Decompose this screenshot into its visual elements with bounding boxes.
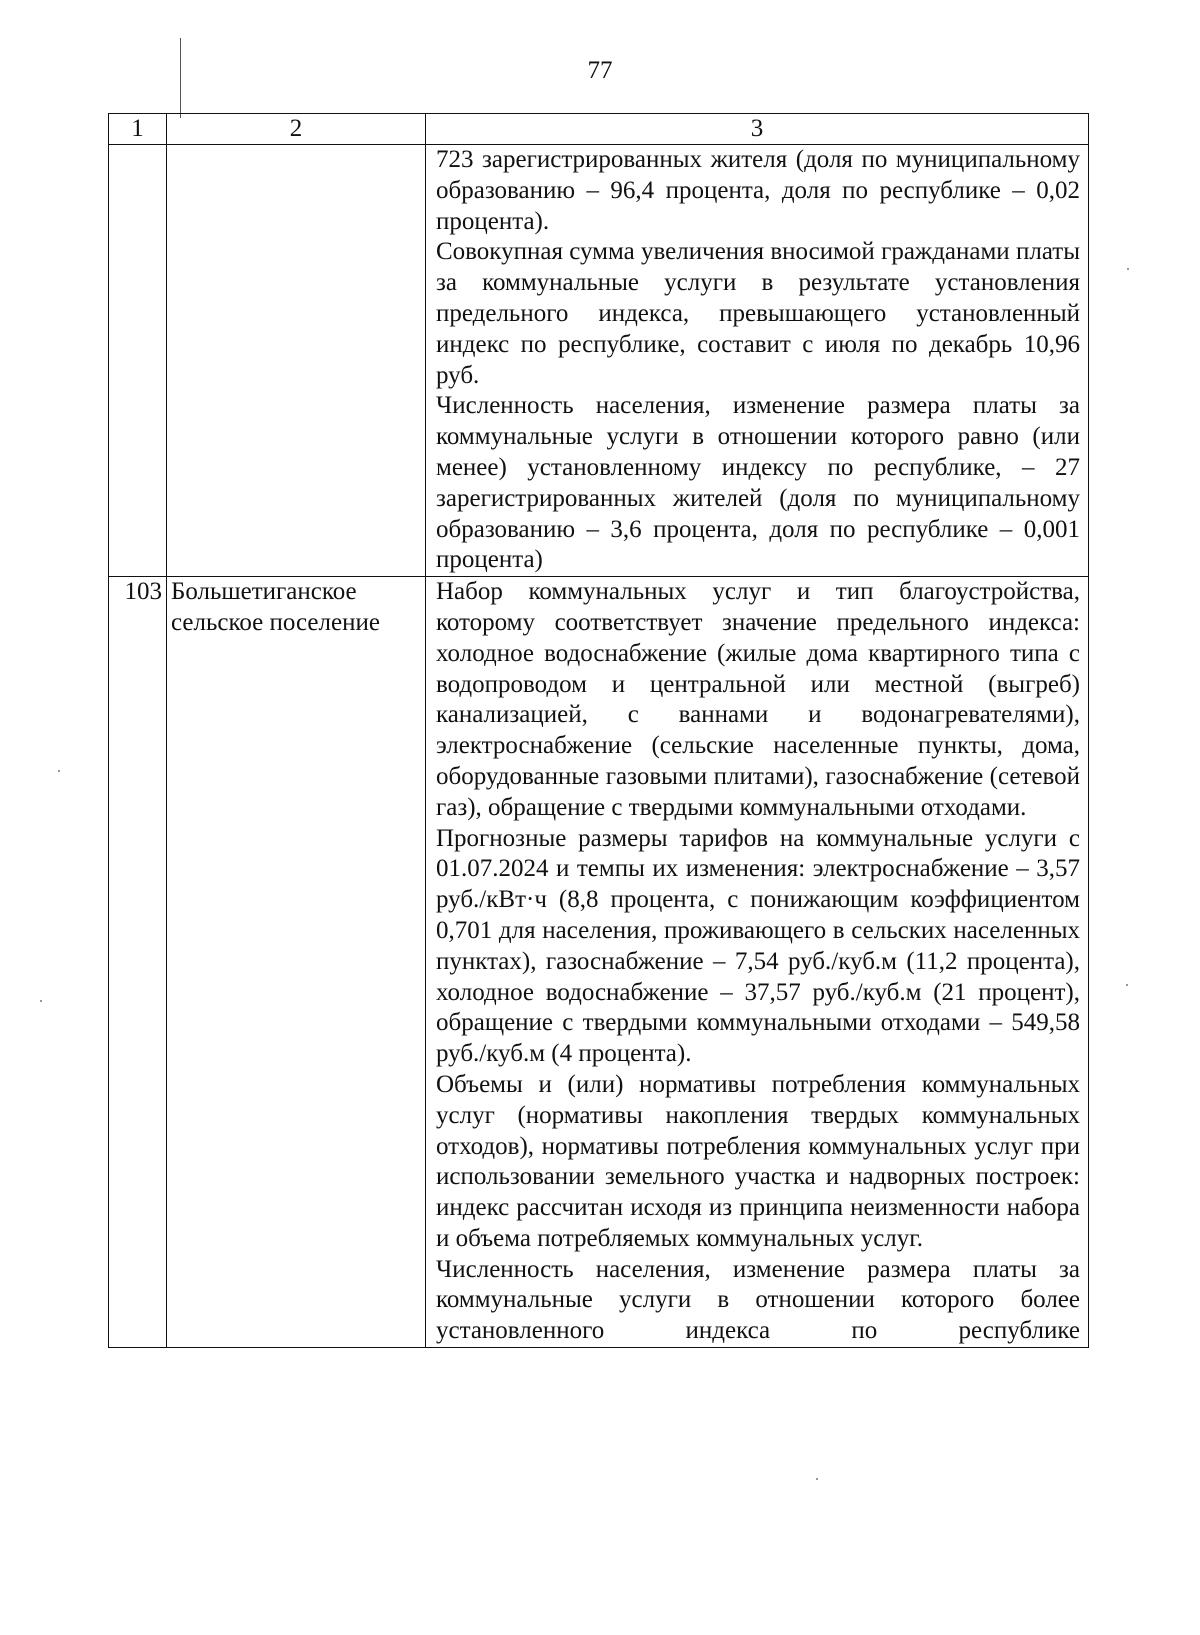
settlement-name-cell: Большетиганское сельское поселение <box>167 577 426 1348</box>
table-row <box>109 145 1089 577</box>
description-paragraph: Численность населения, изменение размера платы за коммунальные услуги в отношении которого более установленного индекса по республике <box>436 1255 1080 1345</box>
page-number: 77 <box>587 57 613 84</box>
table-row <box>109 577 1089 1348</box>
row-number-cell: 103 <box>109 577 167 1348</box>
description-cell <box>426 577 1089 1348</box>
description-paragraph: Прогнозные размеры тарифов на коммунальные услуги с 01.07.2024 и темпы их изменения: электроснабжение – 3,57 руб./кВт·ч (8,8 процента, с понижающим коэффициентом 0,701 для населения, проживающего в сельских населенных пунктах), газоснабжение – 7,54 руб./куб.м (11,2 процента), холодное водоснабжение – 37,57 руб./куб.м (21 процент), обращение с твердыми коммунальными отходами – 549,58 руб./куб.м (4 процента). <box>436 824 1080 1068</box>
scan-speck <box>816 1478 818 1480</box>
description-paragraph: 723 зарегистрированных жителя (доля по муниципальному образованию – 96,4 процента, доля по республике – 0,02 процента). <box>436 146 1080 235</box>
column-header-2: 2 <box>167 114 426 145</box>
scan-speck <box>1127 268 1129 270</box>
row-number-cell <box>109 145 167 577</box>
description-paragraph: Совокупная сумма увеличения вносимой гражданами платы за коммунальные услуги в результате установления предельного индекса, превышающего установленный индекс по республике, составит с июля по декабрь 10,96 руб. <box>436 238 1080 389</box>
scan-speck <box>1126 984 1128 986</box>
description-cell <box>426 145 1089 577</box>
description-paragraph: Объемы и (или) нормативы потребления коммунальных услуг (нормативы накопления твердых коммунальных отходов), нормативы потребления коммунальных услуг при использовании земельного участка и надворных построек: индекс рассчитан исходя из принципа неизменности набора и объема потребляемых коммунальных услуг. <box>436 1070 1080 1252</box>
description-paragraph: Набор коммунальных услуг и тип благоустройства, которому соответствует значение предельного индекса: холодное водоснабжение (жилые дома квартирного типа с водопроводом и центральной или местной (выгреб) канализацией, с ваннами и водонагревателями), электроснабжение (сельские населенные пункты, дома, оборудованные газовыми плитами), газоснабжение (сетевой газ), обращение с твердыми коммунальными отходами. <box>436 578 1080 821</box>
tariff-index-table <box>108 113 1089 1348</box>
scan-speck <box>58 770 60 772</box>
settlement-name-cell <box>167 145 426 577</box>
scan-speck <box>40 1000 42 1002</box>
column-header-1: 1 <box>109 114 167 145</box>
column-header-3: 3 <box>426 114 1089 145</box>
description-paragraph: Численность населения, изменение размера платы за коммунальные услуги в отношении которого равно (или менее) установленному индексу по республике, – 27 зарегистрированных жителей (доля по муниципальному образованию – 3,6 процента, доля по республике – 0,001 процента) <box>436 392 1080 574</box>
table-header-row <box>109 114 1089 145</box>
